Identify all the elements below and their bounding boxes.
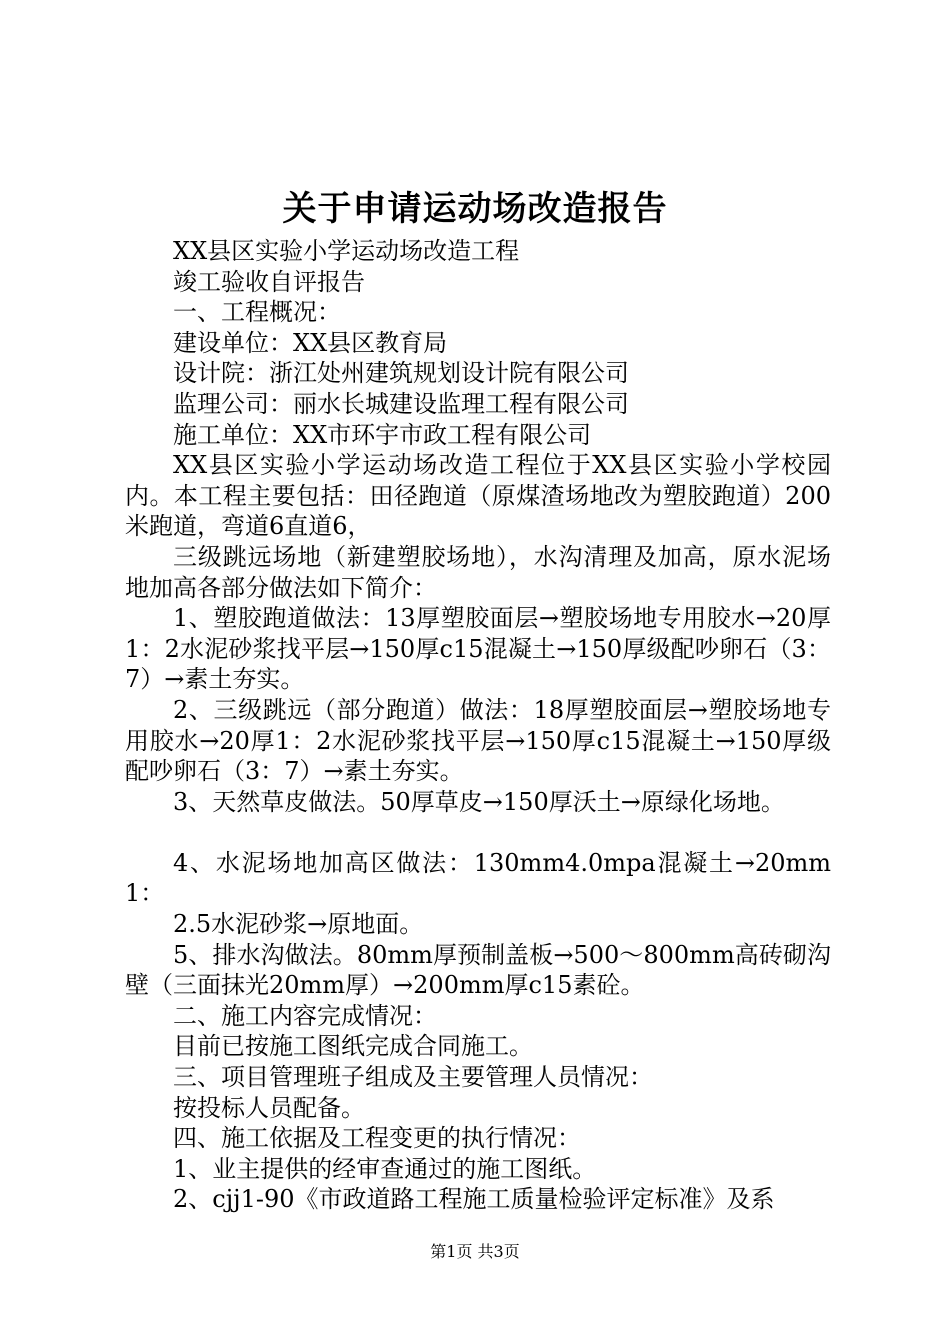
section-heading: 四、施工依据及工程变更的执行情况：: [173, 1124, 581, 1153]
paragraph: 建设单位：XX县区教育局: [173, 328, 448, 357]
paragraph: 目前已按施工图纸完成合同施工。: [173, 1032, 533, 1061]
section-heading: 二、施工内容完成情况：: [173, 1001, 437, 1030]
paragraph: 2、三级跳远（部分跑道）做法：18厚塑胶面层→塑胶场地专用胶水→20厚1：2水泥砂浆找平层→150厚c15混凝土→150厚级配吵卵石（3：7）→素土夯实。: [125, 695, 831, 786]
page-footer: 第1页 共3页: [430, 1242, 520, 1261]
paragraph: 监理公司：丽水长城建设监理工程有限公司: [173, 389, 629, 418]
document-title: 关于申请运动场改造报告: [282, 189, 668, 229]
document-body: [125, 236, 831, 1215]
paragraph: 4、水泥场地加高区做法：130mm4.0mpa混凝土→20mm1：: [125, 848, 831, 908]
paragraph: 竣工验收自评报告: [173, 267, 365, 296]
section-heading: 一、工程概况：: [173, 298, 341, 327]
paragraph: 3、天然草皮做法。50厚草皮→150厚沃土→原绿化场地。: [173, 787, 785, 816]
paragraph: 5、排水沟做法。80mm厚预制盖板→500～800mm高砖砌沟壁（三面抹光20mm厚）→200mm厚c15素砼。: [125, 940, 831, 1000]
paragraph: 三级跳远场地（新建塑胶场地），水沟清理及加高，原水泥场地加高各部分做法如下简介：: [125, 542, 831, 602]
paragraph: XX县区实验小学运动场改造工程位于XX县区实验小学校园内。本工程主要包括：田径跑道（原煤渣场地改为塑胶跑道）200米跑道，弯道6直道6，: [125, 451, 831, 541]
blank-line: [125, 817, 831, 848]
paragraph: XX县区实验小学运动场改造工程: [173, 237, 520, 265]
paragraph: 按投标人员配备。: [173, 1093, 365, 1122]
paragraph: 1、业主提供的经审查通过的施工图纸。: [173, 1154, 597, 1183]
paragraph: 1、塑胶跑道做法：13厚塑胶面层→塑胶场地专用胶水→20厚1：2水泥砂浆找平层→150厚c15混凝土→150厚级配吵卵石（3：7）→素土夯实。: [125, 604, 831, 694]
paragraph: 2、cjj1-90《市政道路工程施工质量检验评定标准》及系: [173, 1185, 775, 1214]
paragraph: 设计院：浙江处州建筑规划设计院有限公司: [173, 359, 629, 388]
paragraph: 2.5水泥砂浆→原地面。: [173, 910, 424, 939]
section-heading: 三、项目管理班子组成及主要管理人员情况：: [173, 1063, 653, 1092]
paragraph: 施工单位：XX市环宇市政工程有限公司: [173, 420, 592, 449]
